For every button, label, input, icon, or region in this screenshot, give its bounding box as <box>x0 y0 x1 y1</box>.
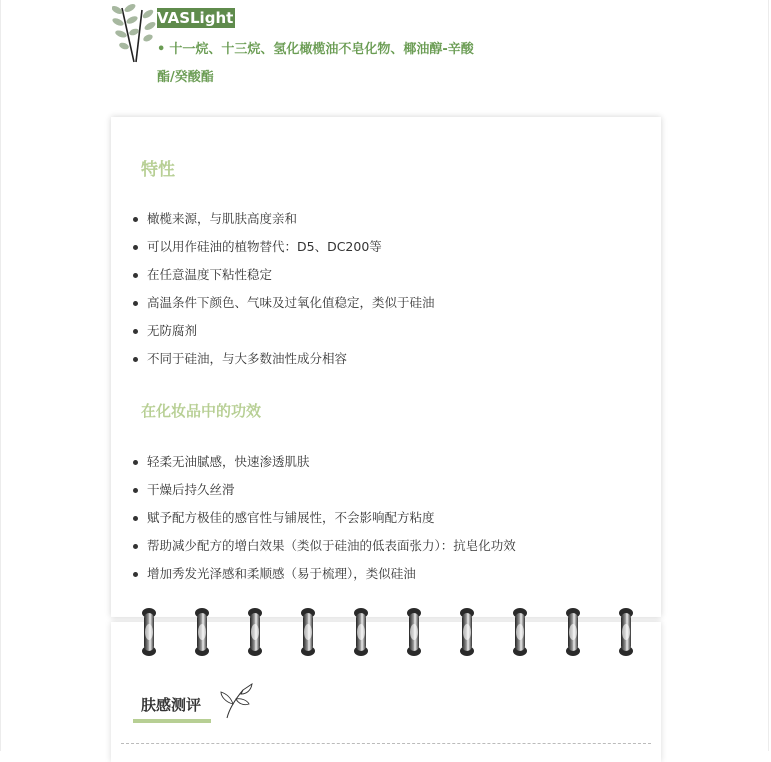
efficacy-list <box>129 448 516 588</box>
brand-name: VASLight <box>157 9 234 27</box>
spiral-ring-icon <box>403 608 425 656</box>
spiral-ring-icon <box>191 608 213 656</box>
list-item: 轻柔无油腻感，快速渗透肌肤 <box>147 448 516 476</box>
list-item: 高温条件下颜色、气味及过氧化值稳定，类似于硅油 <box>147 289 435 317</box>
list-item: 橄榄来源，与肌肤高度亲和 <box>147 205 435 233</box>
ingredient-line <box>157 36 487 92</box>
ingredient-bullet: • <box>157 42 166 57</box>
features-title: 特性 <box>141 160 175 180</box>
dashed-divider <box>121 743 651 744</box>
leaf-branch-icon <box>112 2 160 64</box>
spiral-ring-icon <box>138 608 160 656</box>
spiral-ring-icon <box>350 608 372 656</box>
list-item: 不同于硅油，与大多数油性成分相容 <box>147 345 435 373</box>
spiral-ring-icon <box>456 608 478 656</box>
plant-sprout-icon <box>219 682 253 720</box>
title-underline <box>133 719 211 723</box>
skin-test-title: 肤感测评 <box>141 696 202 714</box>
spiral-ring-icon <box>297 608 319 656</box>
ingredient-text: 十一烷、十三烷、氢化橄榄油不皂化物、椰油醇-辛酸酯/癸酸酯 <box>157 42 474 85</box>
features-list <box>129 205 435 373</box>
list-item: 干燥后持久丝滑 <box>147 476 516 504</box>
spiral-ring-icon <box>509 608 531 656</box>
spiral-binding <box>111 600 661 660</box>
product-header <box>112 0 672 100</box>
list-item: 赋予配方极佳的感官性与铺展性，不会影响配方粘度 <box>147 504 516 532</box>
spiral-ring-icon <box>244 608 266 656</box>
list-item: 帮助减少配方的增白效果（类似于硅油的低表面张力）：抗皂化功效 <box>147 532 516 560</box>
list-item: 在任意温度下粘性稳定 <box>147 261 435 289</box>
list-item: 增加秀发光泽感和柔顺感（易于梳理），类似硅油 <box>147 560 516 588</box>
list-item: 可以用作硅油的植物替代：D5、DC200等 <box>147 233 435 261</box>
efficacy-title: 在化妆品中的功效 <box>141 402 262 420</box>
spiral-ring-icon <box>562 608 584 656</box>
spiral-ring-icon <box>615 608 637 656</box>
list-item: 无防腐剂 <box>147 317 435 345</box>
features-card <box>111 117 661 617</box>
